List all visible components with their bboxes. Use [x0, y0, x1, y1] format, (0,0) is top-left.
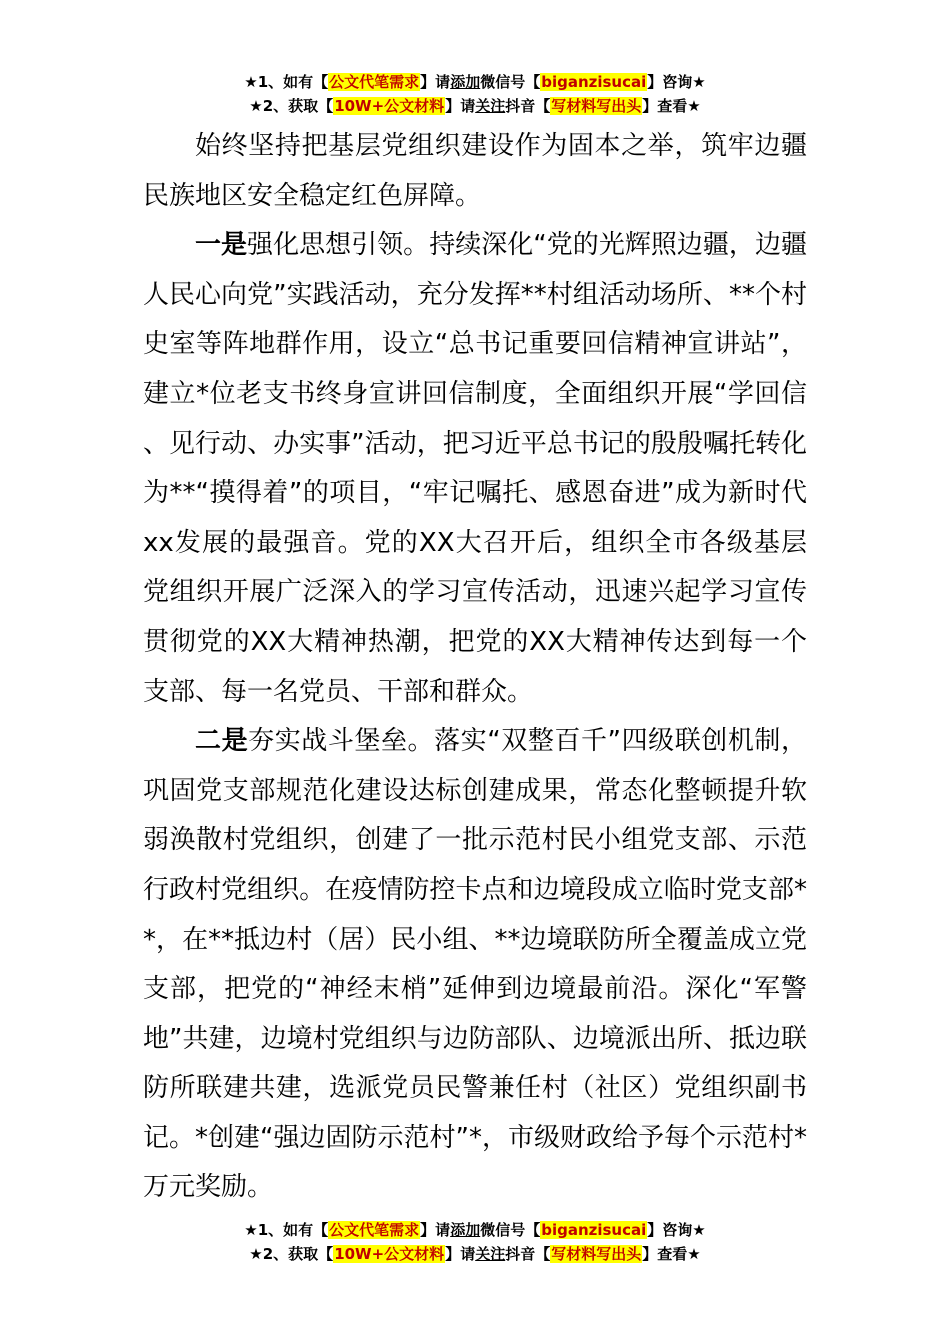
- footer-banner: [0, 1218, 950, 1266]
- banner-highlight: 公文代笔需求: [329, 1221, 420, 1239]
- banner-underlined: 关注: [475, 1245, 506, 1263]
- banner-text: 微信号【: [480, 1221, 541, 1239]
- banner-text: 】请: [445, 97, 476, 115]
- banner-text: 】咨询★: [647, 73, 706, 91]
- banner-text: 抖音【: [505, 1245, 551, 1263]
- section-1-body: 强化思想引领。持续深化“党的光辉照边疆，边疆人民心向党”实践活动，充分发挥**村组活动场所、**个村史室等阵地群作用，设立“总书记重要回信精神宣讲站”，建立*位老支书终身宣讲回信制度，全面组织开展“学回信、见行动、办实事”活动，把习近平总书记的殷殷嘱托转化为**“摸得着”的项目，“牢记嘱托、感恩奋进”成为新时代xx发展的最强音。党的XX大召开后，组织全市各级基层党组织开展广泛深入的学习宣传活动，迅速兴起学习宣传贯彻党的XX大精神热潮，把党的XX大精神传达到每一个支部、每一名党员、干部和群众。: [143, 230, 807, 707]
- banner-text: 】查看★: [642, 97, 701, 115]
- banner-text: ★1、如有【: [244, 73, 329, 91]
- banner-underlined: 关注: [475, 97, 506, 115]
- banner-text: ★2、获取【: [249, 97, 334, 115]
- banner-text: 】请: [445, 1245, 476, 1263]
- document-body: [143, 122, 807, 1213]
- banner-highlight: 公文代笔需求: [329, 73, 420, 91]
- section-1-lead: 一是: [195, 230, 248, 261]
- banner-text: 微信号【: [480, 73, 541, 91]
- section-2-paragraph: [143, 717, 807, 1213]
- banner-underlined: 添加: [450, 73, 481, 91]
- section-2-body: 夯实战斗堡垒。落实“双整百千”四级联创机制，巩固党支部规范化建设达标创建成果，常态化整顿提升软弱涣散村党组织，创建了一批示范村民小组党支部、示范行政村党组织。在疫情防控卡点和边境段成立临时党支部**，在**抵边村（居）民小组、**边境联防所全覆盖成立党支部，把党的“神经末梢”延伸到边境最前沿。深化“军警地”共建，边境村党组织与边防部队、边境派出所、抵边联防所联建共建，选派党员民警兼任村（社区）党组织副书记。*创建“强边固防示范村”*，市级财政给予每个示范村*万元奖励。: [143, 726, 807, 1203]
- header-banner: [0, 70, 950, 118]
- banner-line-1: [0, 1218, 950, 1242]
- section-2-lead: 二是: [195, 726, 249, 757]
- banner-wechat-id: biganzisucai: [541, 1221, 647, 1239]
- banner-line-2: [0, 1242, 950, 1266]
- banner-text: 】请: [420, 73, 451, 91]
- banner-text: 抖音【: [505, 97, 551, 115]
- intro-paragraph: 始终坚持把基层党组织建设作为固本之举，筑牢边疆民族地区安全稳定红色屏障。: [143, 131, 807, 211]
- banner-line-2: [0, 94, 950, 118]
- section-1-paragraph: [143, 221, 807, 717]
- banner-highlight: 10W+公文材料: [334, 97, 445, 115]
- banner-text: ★1、如有【: [244, 1221, 329, 1239]
- banner-text: ★2、获取【: [249, 1245, 334, 1263]
- banner-douyin-id: 写材料写出头: [551, 1245, 642, 1263]
- banner-text: 】请: [420, 1221, 451, 1239]
- banner-highlight: 10W+公文材料: [334, 1245, 445, 1263]
- banner-underlined: 添加: [450, 1221, 481, 1239]
- banner-douyin-id: 写材料写出头: [551, 97, 642, 115]
- banner-text: 】咨询★: [647, 1221, 706, 1239]
- banner-line-1: [0, 70, 950, 94]
- banner-text: 】查看★: [642, 1245, 701, 1263]
- banner-wechat-id: biganzisucai: [541, 73, 647, 91]
